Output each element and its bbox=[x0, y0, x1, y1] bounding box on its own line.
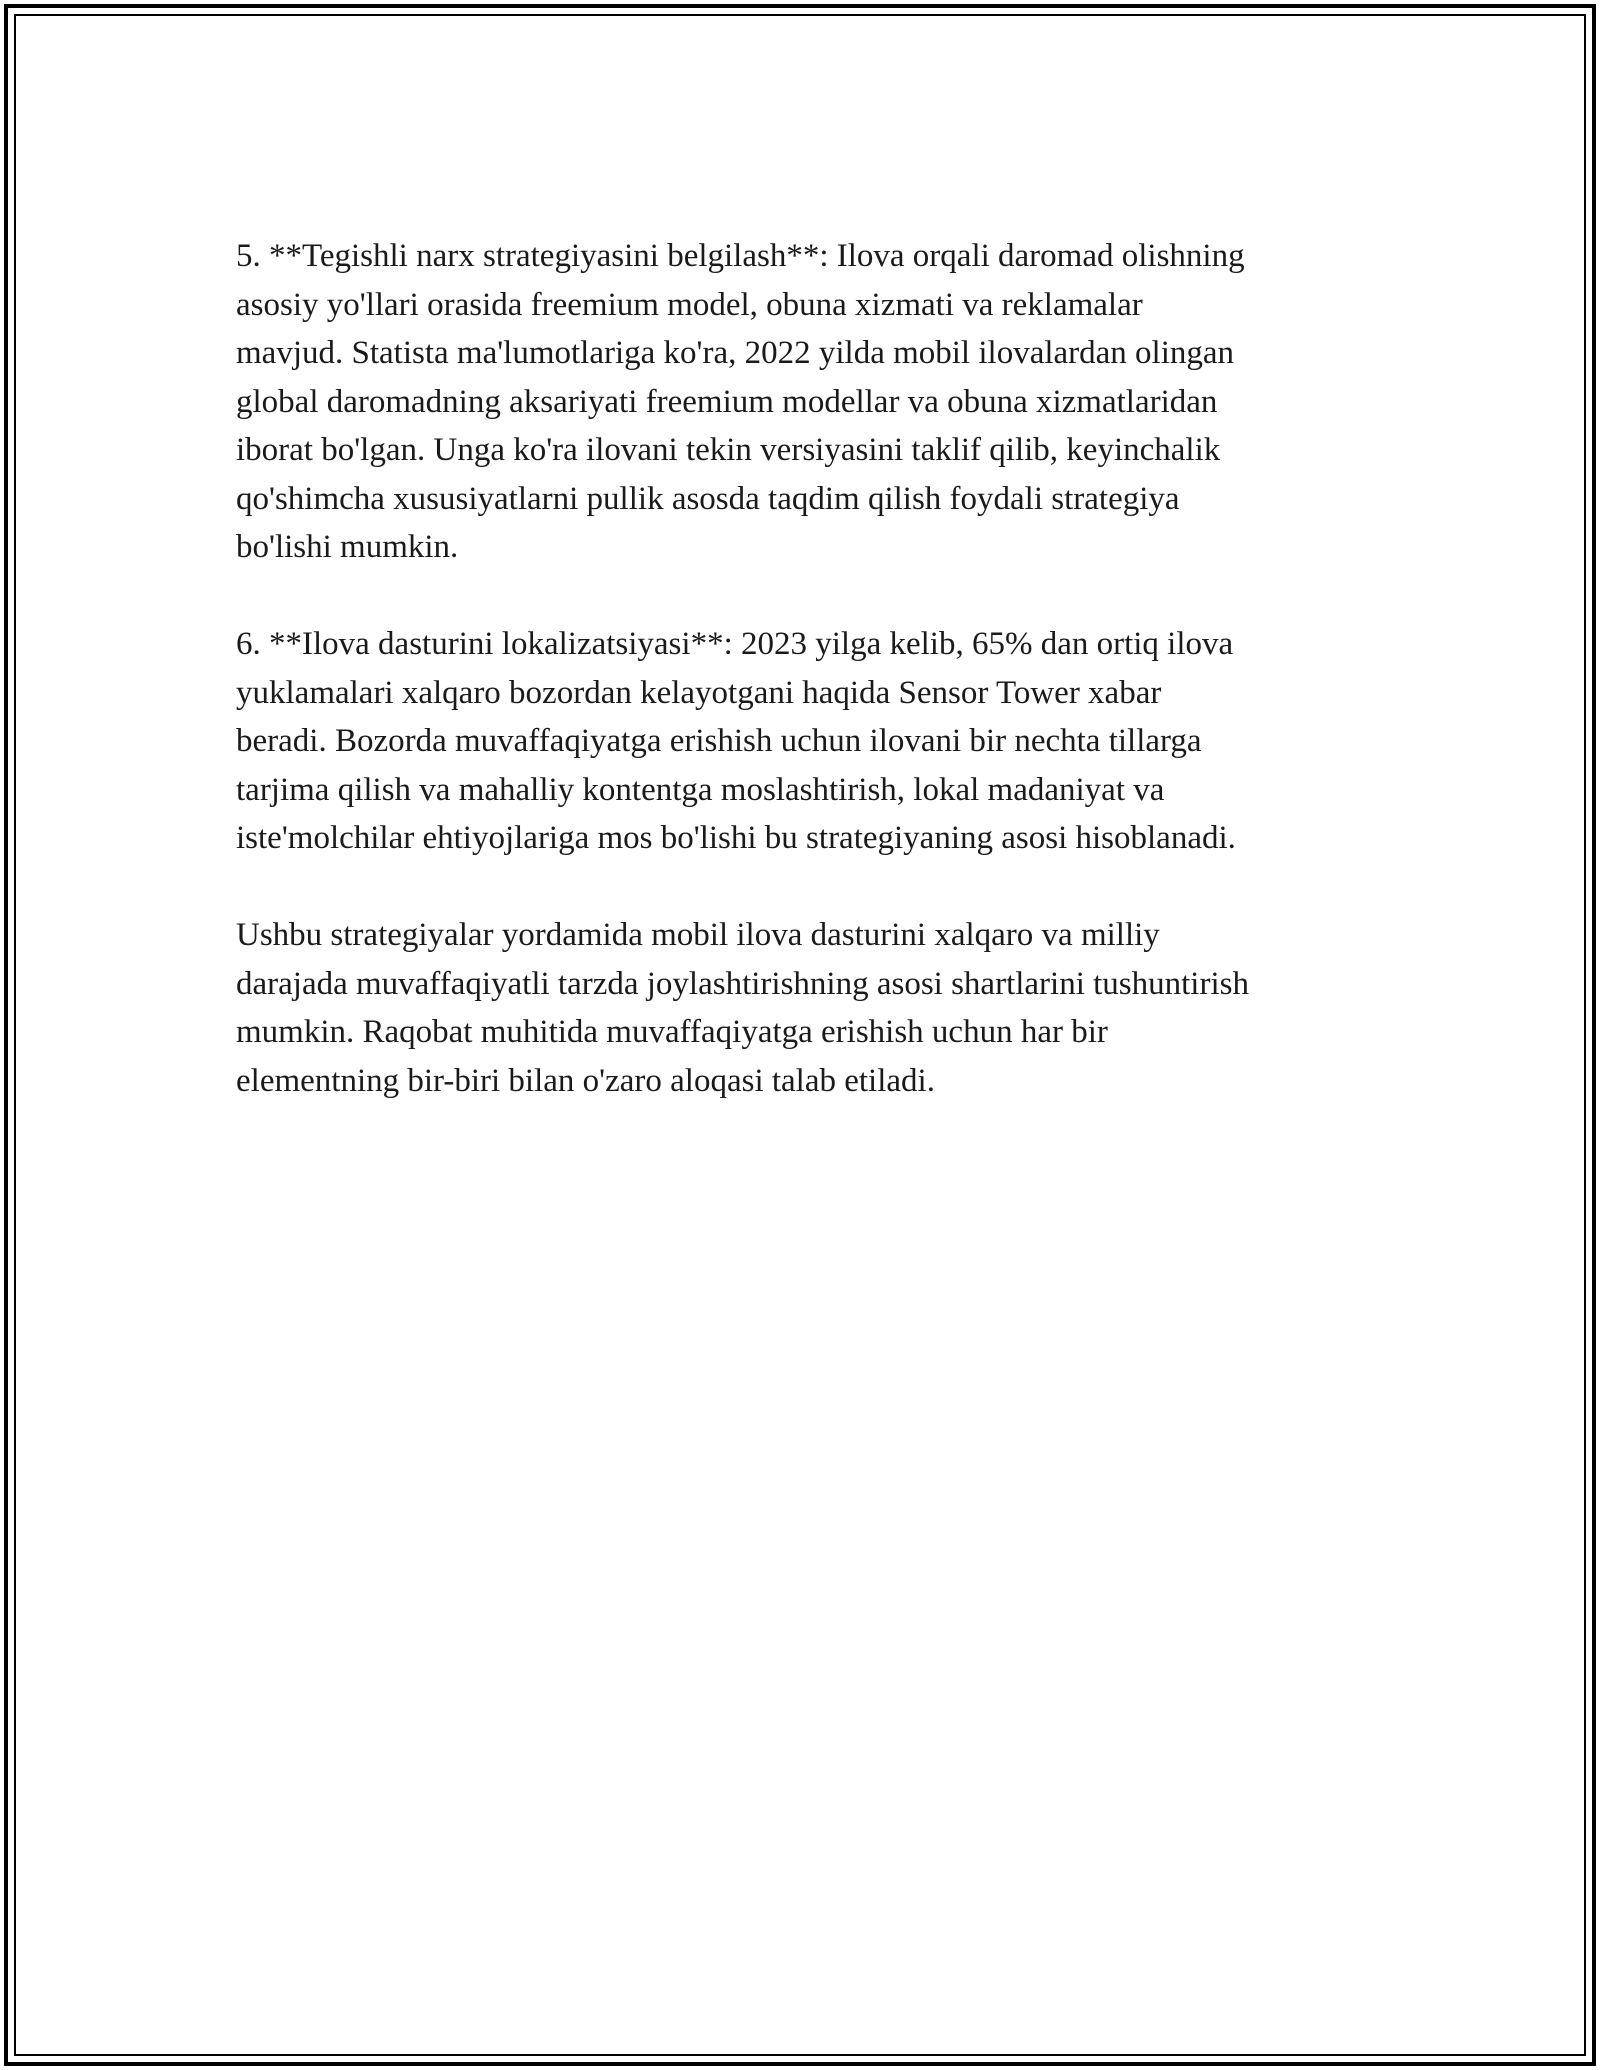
document-body bbox=[236, 232, 1376, 1154]
paragraph-conclusion: Ushbu strategiyalar yordamida mobil ilova dasturini xalqaro va milliy darajada muvaffaqiyatli tarzda joylashtirishning asosi shartlarini tushuntirish mumkin. Raqobat muhitida muvaffaqiyatga erishish uchun har bir elementning bir-biri bilan o'zaro aloqasi talab etiladi. bbox=[236, 917, 1249, 1099]
paragraph-localization: 6. **Ilova dasturini lokalizatsiyasi**: 2023 yilga kelib, 65% dan ortiq ilova yuklamalari xalqaro bozordan kelayotgani haqida Sensor Tower xabar beradi. Bozorda muvaffaqiyatga erishish uchun ilovani bir nechta tillarga tarjima qilish va mahalliy kontentga moslashtirish, lokal madaniyat va iste'molchilar ehtiyojlariga mos bo'lishi bu strategiyaning asosi hisoblanadi. bbox=[236, 626, 1236, 856]
paragraph-pricing-strategy: 5. **Tegishli narx strategiyasini belgilash**: Ilova orqali daromad olishning asosiy yo'llari orasida freemium model, obuna xizmati va reklamalar mavjud. Statista ma'lumotlariga ko'ra, 2022 yilda mobil ilovalardan olingan global daromadning aksariyati freemium modellar va obuna xizmatlaridan iborat bo'lgan. Unga ko'ra ilovani tekin versiyasini taklif qilib, keyinchalik qo'shimcha xususiyatlarni pullik asosda taqdim qilish foydali strategiya bo'lishi mumkin. bbox=[236, 238, 1245, 565]
